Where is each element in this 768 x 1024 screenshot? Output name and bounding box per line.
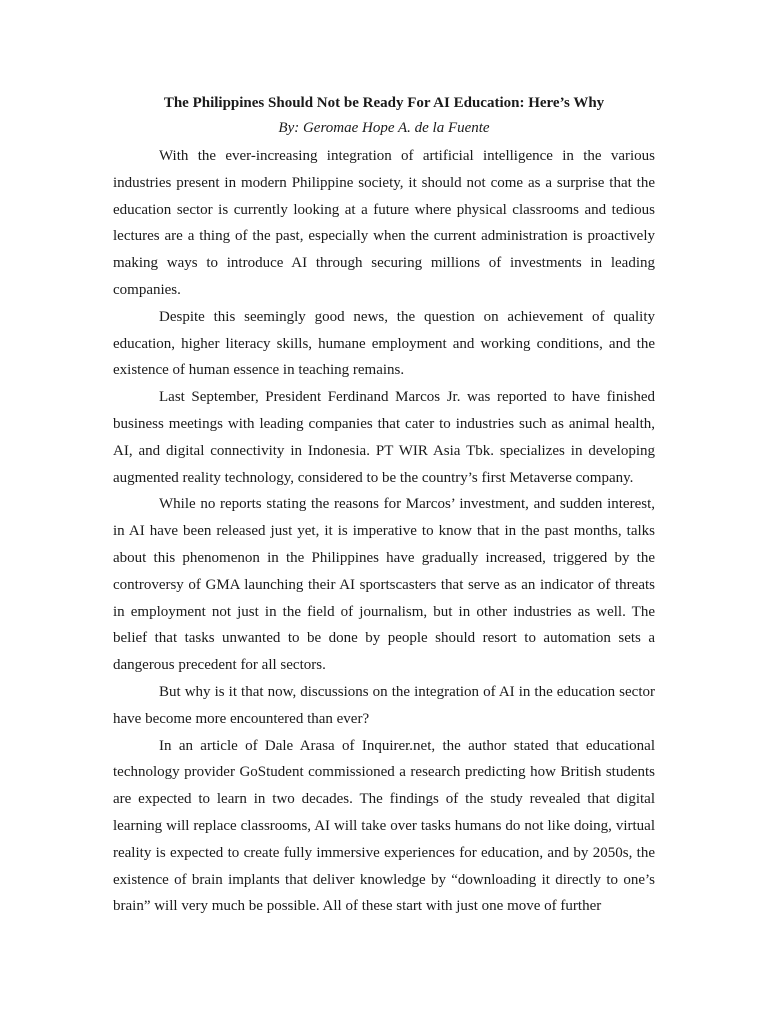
document-title: The Philippines Should Not be Ready For AI Education: Here’s Why — [163, 95, 605, 111]
paragraph: While no reports stating the reasons for Marcos’ investment, and sudden interest, in AI have been released just yet, it is imperative to know that in the past months, talks about this phenomenon in the Philippines have gradually increased, triggered by the controversy of GMA launching their AI sportscasters that serve as an indicator of threats in employment not just in the field of journalism, but in other industries as well. The belief that tasks unwanted to be done by people should resort to automation sets a dangerous precedent for all sectors. — [113, 496, 655, 674]
paragraph: In an article of Dale Arasa of Inquirer.net, the author stated that educational technology provider GoStudent commissioned a research predicting how British students are expected to learn in two decades. The findings of the study revealed that digital learning will replace classrooms, AI will take over tasks humans do not like doing, virtual reality is expected to create fully immersive experiences for education, and by 2050s, the existence of brain implants that deliver knowledge by “downloading it directly to one’s brain” will very much be possible. All of these start with just one move of further — [113, 737, 655, 915]
paragraph: Despite this seemingly good news, the question on achievement of quality education, higher literacy skills, humane employment and working conditions, and the existence of human essence in teaching remains. — [113, 308, 655, 379]
document-body — [113, 92, 655, 920]
paragraph: But why is it that now, discussions on the integration of AI in the education sector have become more encountered than ever? — [113, 683, 655, 727]
paragraph: With the ever-increasing integration of artificial intelligence in the various industries present in modern Philippine society, it should not come as a surprise that the education sector is currently looking at a future where physical classrooms and tedious lectures are a thing of the past, especially when the current administration is proactively making ways to introduce AI through securing millions of investments in leading companies. — [113, 148, 655, 298]
paragraph: Last September, President Ferdinand Marcos Jr. was reported to have finished business meetings with leading companies that cater to industries such as animal health, AI, and digital connectivity in Indonesia. PT WIR Asia Tbk. specializes in developing augmented reality technology, considered to be the country’s first Metaverse company. — [113, 389, 655, 486]
author-byline: By: Geromae Hope A. de la Fuente — [278, 120, 490, 136]
